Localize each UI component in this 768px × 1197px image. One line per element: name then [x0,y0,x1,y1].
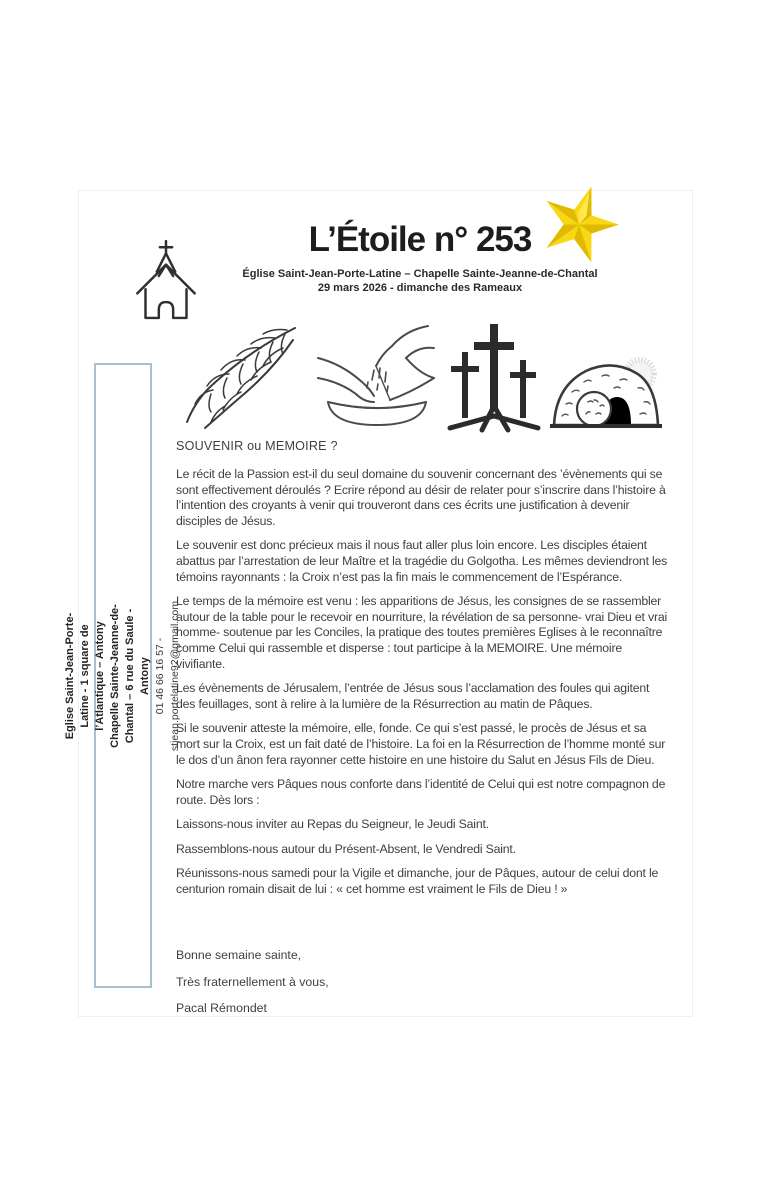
article-paragraph: Si le souvenir atteste la mémoire, elle, fonde. Ce qui s’est passé, le procès de Jésus et sa mort sur la Croix, est un fait daté de l’histoire. La foi en la Résurrection de l’homme monté sur le dos d’un ânon fera rayonner cette histoire en une histoire du Salut en Jésus Fils de Dieu. [176,721,666,767]
sidebar-phone-email: 01 46 66 16 57 - stjean.portelatine92@gmail.com [154,600,181,751]
closing-signature: Pacal Rémondet [176,1001,267,1016]
closing-block [176,948,576,1028]
contact-sidebar-text [63,600,183,750]
closing-salutation: Très fraternellement à vous, [176,974,329,989]
hand-washing-illustration [316,322,438,434]
contact-sidebar [64,363,181,988]
subtitle-parish: Église Saint-Jean-Porte-Latine – Chapelle Sainte-Jeanne-de-Chantal [242,268,598,280]
three-crosses-illustration [444,322,544,434]
article-paragraph: Rassemblons-nous autour du Présent-Absent, le Vendredi Saint. [176,841,516,856]
article-heading: SOUVENIR ou MEMOIRE ? [176,439,338,453]
closing-greeting: Bonne semaine sainte, [176,948,302,962]
palm-branch-illustration [175,320,310,434]
article-paragraph: Le récit de la Passion est-il du seul domaine du souvenir concernant des ’évènements qui se sont effectivement déroulés ? Ecrire répond au désir de relater pour s’inscrire dans l’histoire à l’intention des croyants à venir qui trouveront dans ces écrits une justification à devenir disciples de Jésus. [176,467,666,528]
article-paragraph: Notre marche vers Pâques nous conforte dans l’identité de Celui qui est notre compagnon de route. Dès lors : [176,777,666,807]
article-paragraph: Les évènements de Jérusalem, l’entrée de Jésus sous l’acclamation des foules qui agitent des feuillages, sont à relire à la lumière de la Résurrection au matin de Pâques. [176,681,650,711]
holy-week-illustrations [175,316,662,434]
article-paragraph: Laissons-nous inviter au Repas du Seigneur, le Jeudi Saint. [176,817,489,832]
article-paragraph: Le souvenir est donc précieux mais il nous faut aller plus loin encore. Les disciples étaient abattus par l’arrestation de leur Maître et la tragédie du Golgotha. Les mêmes deviendront les témoins rayonnants : la Croix n’est pas la fin mais le commencement de l’Espérance. [176,538,668,584]
article-body [176,439,670,907]
subtitle-date: 29 mars 2026 - dimanche des Rameaux [317,282,523,294]
page-title: L’Étoile n° 253 [308,220,532,259]
article-paragraph: Le temps de la mémoire est venu : les apparitions de Jésus, les consignes de se rassembler autour de la table pour le recevoir en nourriture, la révélation de sa personne- vrai Dieu et vrai homme- soutenue par les Conciles, la pratique des toutes premières Eglises à le reconnaître comme Celui qui rassemble et disperse : tout participe à la MEMOIRE. Une mémoire vivifiante. [176,594,668,671]
empty-tomb-illustration [550,352,662,434]
sidebar-address-chapel: Chapelle Sainte-Jeanne-de-Chantal – 6 rue du Saule - Antony [109,603,151,748]
sidebar-address-church: Eglise Saint-Jean-Porte-Latine - 1 square de l’Atlantique – Antony [64,612,106,739]
article-paragraph: Réunissons-nous samedi pour la Vigile et dimanche, jour de Pâques, autour de celui dont le centurion romain disait de lui : « cet homme est vraiment le Fils de Dieu ! » [176,866,659,897]
header [170,220,670,295]
